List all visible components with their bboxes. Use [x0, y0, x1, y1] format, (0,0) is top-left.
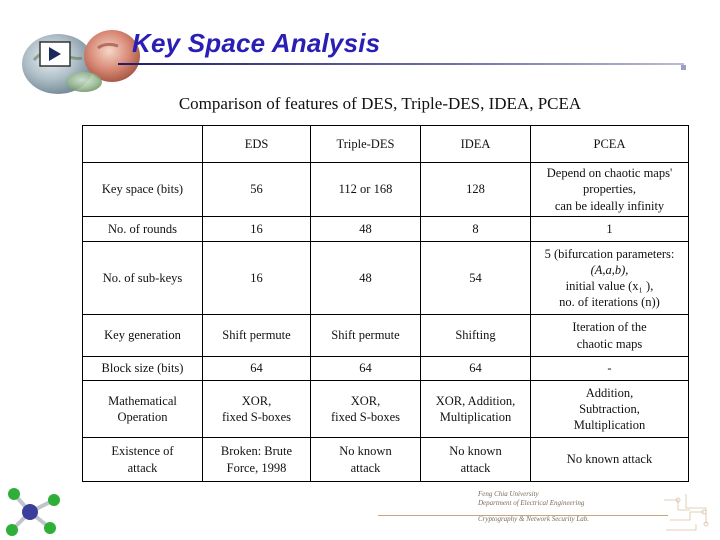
- cell-eds: 56: [203, 163, 311, 217]
- cell-line: Addition,: [585, 385, 634, 400]
- cell-pcea: [531, 315, 689, 357]
- cell-idea: 8: [421, 217, 531, 242]
- row-label: No. of rounds: [83, 217, 203, 242]
- cell-line: No known: [449, 444, 502, 459]
- title-rule: [118, 63, 684, 65]
- cell-line: Mathematical: [108, 393, 177, 408]
- row-label: Block size (bits): [83, 357, 203, 381]
- row-label: No. of sub-keys: [83, 242, 203, 315]
- footer-line: Cryptography & Network Security Lab.: [478, 514, 590, 523]
- cell-triple-des: 48: [311, 242, 421, 315]
- cell-line: attack: [127, 460, 158, 475]
- header-empty: [83, 126, 203, 163]
- cell-pcea: [531, 163, 689, 217]
- table-row: [83, 163, 689, 217]
- circuit-watermark-icon: [660, 490, 718, 536]
- header-triple-des: Triple-DES: [311, 126, 421, 163]
- cell-line: attack: [460, 460, 491, 475]
- cell-line: properties,: [582, 182, 637, 197]
- cell-line: Iteration of the: [572, 320, 647, 335]
- table-caption: Comparison of features of DES, Triple-DES, IDEA, PCEA: [178, 94, 582, 113]
- cell-line: 5 (bifurcation parameters:: [544, 246, 675, 261]
- table-header-row: [83, 126, 689, 163]
- table-row: [83, 242, 689, 315]
- cell-line: No known: [339, 444, 392, 459]
- cell-idea: [421, 381, 531, 438]
- table-row: [83, 357, 689, 381]
- cell-eds: [203, 438, 311, 482]
- cell-line: attack: [350, 460, 381, 475]
- cell-line: Existence of: [111, 444, 174, 459]
- slide-title: Key Space Analysis: [132, 28, 381, 58]
- cell-eds: 64: [203, 357, 311, 381]
- cell-line: fixed S-boxes: [221, 410, 292, 424]
- cell-line: XOR,: [350, 393, 381, 408]
- cell-line: Force, 1998: [226, 460, 287, 475]
- cell-line: no. of iterations (n)): [559, 295, 660, 310]
- row-label: Key space (bits): [83, 163, 203, 217]
- cell-triple-des: Shift permute: [311, 315, 421, 357]
- cell-idea: 64: [421, 357, 531, 381]
- cell-pcea: [531, 242, 689, 315]
- header-idea: IDEA: [421, 126, 531, 163]
- cell-line: Operation: [117, 410, 168, 424]
- cell-triple-des: 112 or 168: [311, 163, 421, 217]
- table-row: [83, 438, 689, 482]
- cell-triple-des: [311, 438, 421, 482]
- cell-line: Multiplication: [439, 410, 512, 424]
- cell-line: can be ideally infinity: [554, 198, 665, 213]
- cell-line: chaotic maps: [576, 336, 643, 351]
- cell-triple-des: 64: [311, 357, 421, 381]
- footer-line: Feng Chia University: [478, 490, 539, 498]
- row-label: Key generation: [83, 315, 203, 357]
- cell-line: Depend on chaotic maps': [546, 166, 673, 181]
- header-eds: EDS: [203, 126, 311, 163]
- cell-eds: 16: [203, 217, 311, 242]
- cell-idea: [421, 438, 531, 482]
- cell-eds: [203, 381, 311, 438]
- comparison-table: [82, 125, 689, 482]
- table-row: [83, 315, 689, 357]
- cell-line: Broken: Brute: [220, 444, 293, 459]
- cell-pcea: 1: [531, 217, 689, 242]
- table-row: [83, 217, 689, 242]
- table-row: [83, 381, 689, 438]
- cell-triple-des: 48: [311, 217, 421, 242]
- cell-line: initial value (x₁ ),: [565, 279, 654, 293]
- molecule-icon: [0, 478, 70, 540]
- cell-line: XOR,: [241, 393, 272, 408]
- footer-line: Department of Electrical Engineering: [478, 499, 585, 508]
- cell-idea: 128: [421, 163, 531, 217]
- cell-idea: 54: [421, 242, 531, 315]
- cell-line: Multiplication: [573, 418, 646, 433]
- cell-eds: 16: [203, 242, 311, 315]
- cell-pcea: No known attack: [531, 438, 689, 482]
- cell-line: Subtraction,: [579, 401, 640, 416]
- cell-line: XOR, Addition,: [435, 393, 516, 408]
- cell-pcea: -: [531, 357, 689, 381]
- cell-pcea: [531, 381, 689, 438]
- cell-eds: Shift permute: [203, 315, 311, 357]
- cell-line: (A,a,b),: [590, 262, 629, 277]
- header-pcea: PCEA: [531, 126, 689, 163]
- cell-line: fixed S-boxes: [330, 410, 401, 424]
- row-label: [83, 381, 203, 438]
- title-rule-marker: [681, 65, 686, 70]
- cell-triple-des: [311, 381, 421, 438]
- cell-idea: Shifting: [421, 315, 531, 357]
- row-label: [83, 438, 203, 482]
